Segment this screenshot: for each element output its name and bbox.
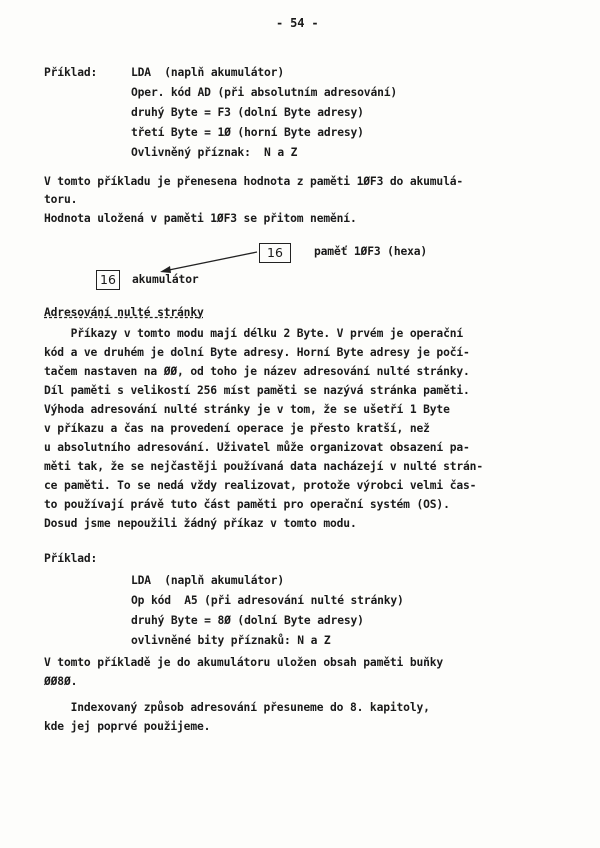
accumulator-label: akumulátor — [132, 273, 199, 286]
example-line: LDA (naplň akumulátor) — [131, 66, 284, 79]
accumulator-value-box: 16 — [96, 270, 120, 290]
example-line: LDA (naplň akumulátor) — [131, 574, 284, 587]
paragraph-line: toru. — [44, 193, 78, 206]
example-line: druhý Byte = F3 (dolní Byte adresy) — [131, 106, 364, 119]
paragraph-line: ØØ8Ø. — [44, 675, 78, 688]
paragraph-line: to používají právě tuto část paměti pro operační systém (OS). — [44, 498, 450, 511]
paragraph-line: Indexovaný způsob adresování přesuneme do 8. kapitoly, — [44, 701, 430, 714]
paragraph-line: Příkazy v tomto modu mají délku 2 Byte. V prvém je operační — [44, 327, 464, 340]
page-number: - 54 - — [276, 16, 319, 30]
section-heading: Adresování nulté stránky — [44, 306, 204, 319]
example-line: ovlivněné bity příznaků: N a Z — [131, 634, 331, 647]
paragraph-line: Hodnota uložená v paměti 1ØF3 se přitom nemění. — [44, 212, 357, 225]
paragraph-line: Výhoda adresování nulté stránky je v tom, že se ušetří 1 Byte — [44, 403, 450, 416]
paragraph-line: u absolutního adresování. Uživatel může organizovat obsazení pa- — [44, 441, 470, 454]
paragraph-line: Díl paměti s velikostí 256 míst paměti se nazývá stránka paměti. — [44, 384, 470, 397]
memory-value-box: 16 — [259, 243, 291, 263]
memory-label: paměť 1ØF3 (hexa) — [314, 245, 428, 258]
paragraph-line: ce paměti. To se nedá vždy realizovat, protože výrobci velmi čas- — [44, 479, 477, 492]
paragraph-line: V tomto příkladu je přenesena hodnota z paměti 1ØF3 do akumulá- — [44, 175, 464, 188]
example-line: Oper. kód AD (při absolutním adresování) — [131, 86, 398, 99]
example-line: Op kód A5 (při adresování nulté stránky) — [131, 594, 404, 607]
paragraph-line: v příkazu a čas na provedení operace je přesto kratší, než — [44, 422, 430, 435]
paragraph-line: V tomto příkladě je do akumulátoru uložen obsah paměti buňky — [44, 656, 444, 669]
paragraph-line: měti tak, že se nejčastěji používaná data nacházejí v nulté strán- — [44, 460, 483, 473]
paragraph-line: Dosud jsme nepoužili žádný příkaz v tomto modu. — [44, 517, 357, 530]
example-line: Ovlivněný příznak: N a Z — [131, 146, 298, 159]
example-label: Příklad: — [44, 552, 98, 565]
paragraph-line: tačem nastaven na ØØ, od toho je název adresování nulté stránky. — [44, 365, 470, 378]
example-label: Příklad: — [44, 66, 98, 79]
paragraph-line: kde jej poprvé použijeme. — [44, 720, 211, 733]
example-line: třetí Byte = 1Ø (horní Byte adresy) — [131, 126, 364, 139]
paragraph-line: kód a ve druhém je dolní Byte adresy. Horní Byte adresy je počí- — [44, 346, 470, 359]
example-line: druhý Byte = 8Ø (dolní Byte adresy) — [131, 614, 364, 627]
